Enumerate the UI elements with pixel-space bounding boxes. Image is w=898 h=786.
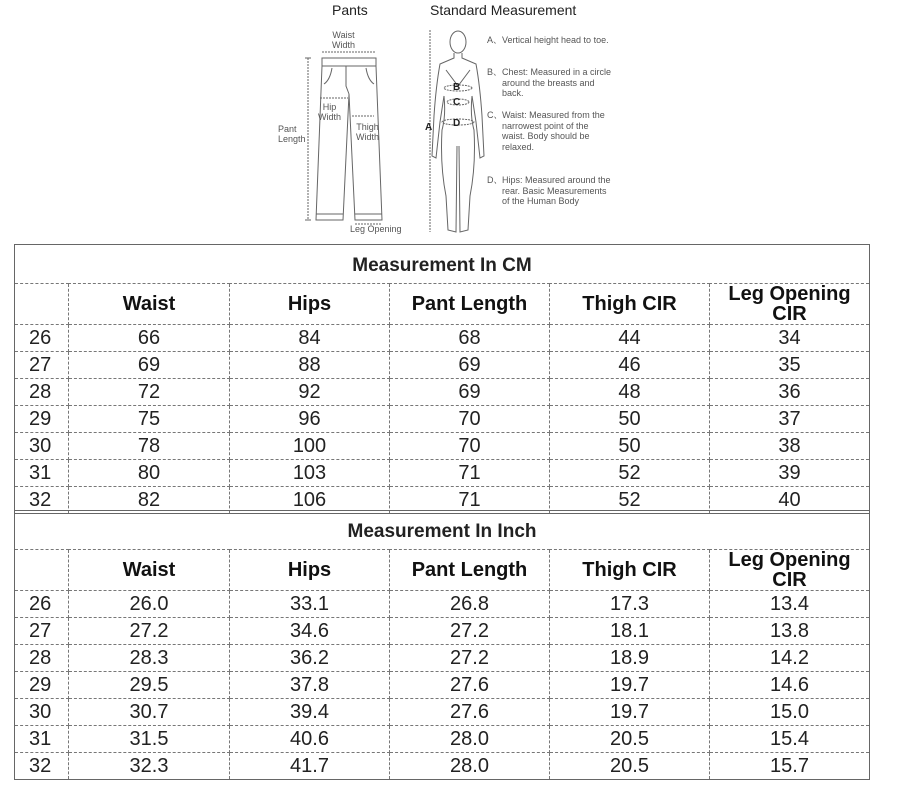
cell-leg-opening-cir: 13.8 (710, 618, 870, 645)
marker-d: D (453, 118, 461, 129)
cell-thigh-cir: 18.9 (550, 645, 710, 672)
cell-thigh-cir: 20.5 (550, 753, 710, 780)
pants-title: Pants (332, 2, 368, 18)
cell-waist: 27.2 (69, 618, 230, 645)
cell-waist: 80 (69, 460, 230, 487)
cell-hips: 39.4 (230, 699, 390, 726)
cell-hips: 100 (230, 433, 390, 460)
cell-pant-length: 27.6 (390, 672, 550, 699)
header-waist: Waist (69, 550, 230, 591)
table-inch-title: Measurement In Inch (15, 511, 870, 550)
table-row (15, 645, 870, 672)
table-row (15, 433, 870, 460)
cell-hips: 40.6 (230, 726, 390, 753)
cell-size: 27 (15, 618, 69, 645)
note-c: C、 Waist: Measured from the narrowest point of the waist. Body should be relaxed. (487, 110, 605, 152)
cell-size: 28 (15, 379, 69, 406)
marker-c: C (453, 97, 461, 108)
cell-leg-opening-cir: 14.2 (710, 645, 870, 672)
cell-waist: 26.0 (69, 591, 230, 618)
cell-size: 32 (15, 487, 69, 514)
cell-thigh-cir: 48 (550, 379, 710, 406)
table-cm-header (15, 284, 870, 325)
header-pant-length: Pant Length (390, 284, 550, 325)
cell-waist: 66 (69, 325, 230, 352)
header-thigh-cir: Thigh CIR (550, 550, 710, 591)
table-row (15, 591, 870, 618)
marker-b: B (453, 82, 461, 93)
cell-waist: 78 (69, 433, 230, 460)
cell-thigh-cir: 52 (550, 460, 710, 487)
cell-hips: 88 (230, 352, 390, 379)
cell-pant-length: 69 (390, 352, 550, 379)
cell-leg-opening-cir: 37 (710, 406, 870, 433)
cell-leg-opening-cir: 40 (710, 487, 870, 514)
cell-leg-opening-cir: 35 (710, 352, 870, 379)
cell-hips: 106 (230, 487, 390, 514)
cell-size: 29 (15, 672, 69, 699)
cell-thigh-cir: 46 (550, 352, 710, 379)
table-row (15, 726, 870, 753)
cell-thigh-cir: 20.5 (550, 726, 710, 753)
header-size (15, 284, 69, 325)
cell-waist: 69 (69, 352, 230, 379)
thigh-width-label: Thigh Width (356, 122, 380, 142)
table-row (15, 379, 870, 406)
table-inch-header (15, 550, 870, 591)
cell-hips: 33.1 (230, 591, 390, 618)
cell-size: 32 (15, 753, 69, 780)
cell-thigh-cir: 19.7 (550, 672, 710, 699)
cell-pant-length: 69 (390, 379, 550, 406)
table-row (15, 618, 870, 645)
cell-hips: 84 (230, 325, 390, 352)
header-hips: Hips (230, 284, 390, 325)
cell-size: 26 (15, 325, 69, 352)
cell-pant-length: 26.8 (390, 591, 550, 618)
cell-pant-length: 71 (390, 460, 550, 487)
cell-pant-length: 27.2 (390, 645, 550, 672)
cell-leg-opening-cir: 14.6 (710, 672, 870, 699)
cell-waist: 72 (69, 379, 230, 406)
hip-width-label: Hip Width (318, 102, 342, 122)
cell-waist: 32.3 (69, 753, 230, 780)
cell-waist: 31.5 (69, 726, 230, 753)
cell-size: 31 (15, 460, 69, 487)
cell-thigh-cir: 50 (550, 406, 710, 433)
cell-size: 27 (15, 352, 69, 379)
table-row (15, 352, 870, 379)
cell-hips: 41.7 (230, 753, 390, 780)
table-row (15, 460, 870, 487)
leg-opening-label: Leg Opening (350, 224, 402, 234)
note-d: D、 Hips: Measured around the rear. Basic Measurements of the Human Body (487, 175, 611, 206)
header-size (15, 550, 69, 591)
table-cm-title: Measurement In CM (15, 245, 870, 284)
table-row (15, 406, 870, 433)
body-figure-illustration (426, 26, 490, 238)
cell-waist: 75 (69, 406, 230, 433)
cell-leg-opening-cir: 15.7 (710, 753, 870, 780)
cell-size: 28 (15, 645, 69, 672)
note-b: B、 Chest: Measured in a circle around the breasts and back. (487, 67, 612, 98)
header-leg-opening-cir: Leg Opening CIR (710, 550, 870, 591)
cell-thigh-cir: 44 (550, 325, 710, 352)
table-row (15, 672, 870, 699)
cell-hips: 92 (230, 379, 390, 406)
header-waist: Waist (69, 284, 230, 325)
cell-leg-opening-cir: 34 (710, 325, 870, 352)
cell-pant-length: 27.6 (390, 699, 550, 726)
cell-pant-length: 70 (390, 406, 550, 433)
cell-waist: 28.3 (69, 645, 230, 672)
cell-leg-opening-cir: 13.4 (710, 591, 870, 618)
table-row (15, 699, 870, 726)
cell-hips: 103 (230, 460, 390, 487)
note-a: A、 Vertical height head to toe. (487, 35, 609, 45)
cell-pant-length: 28.0 (390, 753, 550, 780)
measurement-diagram (270, 0, 610, 240)
cell-hips: 36.2 (230, 645, 390, 672)
cell-pant-length: 27.2 (390, 618, 550, 645)
pant-length-label: Pant Length (278, 124, 306, 144)
cell-leg-opening-cir: 15.4 (710, 726, 870, 753)
cell-thigh-cir: 17.3 (550, 591, 710, 618)
cell-thigh-cir: 50 (550, 433, 710, 460)
cell-pant-length: 71 (390, 487, 550, 514)
cell-pant-length: 70 (390, 433, 550, 460)
cell-leg-opening-cir: 38 (710, 433, 870, 460)
cell-leg-opening-cir: 39 (710, 460, 870, 487)
cell-size: 31 (15, 726, 69, 753)
marker-a: A (425, 122, 433, 133)
cell-thigh-cir: 52 (550, 487, 710, 514)
cell-size: 30 (15, 699, 69, 726)
table-row (15, 753, 870, 780)
cell-waist: 29.5 (69, 672, 230, 699)
cell-pant-length: 68 (390, 325, 550, 352)
cell-leg-opening-cir: 36 (710, 379, 870, 406)
cell-size: 30 (15, 433, 69, 460)
measurement-cm-table (14, 244, 870, 514)
header-hips: Hips (230, 550, 390, 591)
waist-width-label: Waist Width (332, 30, 356, 50)
cell-size: 26 (15, 591, 69, 618)
cell-thigh-cir: 18.1 (550, 618, 710, 645)
cell-size: 29 (15, 406, 69, 433)
cell-hips: 34.6 (230, 618, 390, 645)
header-thigh-cir: Thigh CIR (550, 284, 710, 325)
cell-hips: 37.8 (230, 672, 390, 699)
measurement-inch-table (14, 510, 870, 780)
cell-leg-opening-cir: 15.0 (710, 699, 870, 726)
table-row (15, 325, 870, 352)
header-leg-opening-cir: Leg Opening CIR (710, 284, 870, 325)
cell-waist: 30.7 (69, 699, 230, 726)
standard-measurement-title: Standard Measurement (430, 2, 577, 18)
cell-thigh-cir: 19.7 (550, 699, 710, 726)
cell-hips: 96 (230, 406, 390, 433)
header-pant-length: Pant Length (390, 550, 550, 591)
cell-pant-length: 28.0 (390, 726, 550, 753)
cell-waist: 82 (69, 487, 230, 514)
